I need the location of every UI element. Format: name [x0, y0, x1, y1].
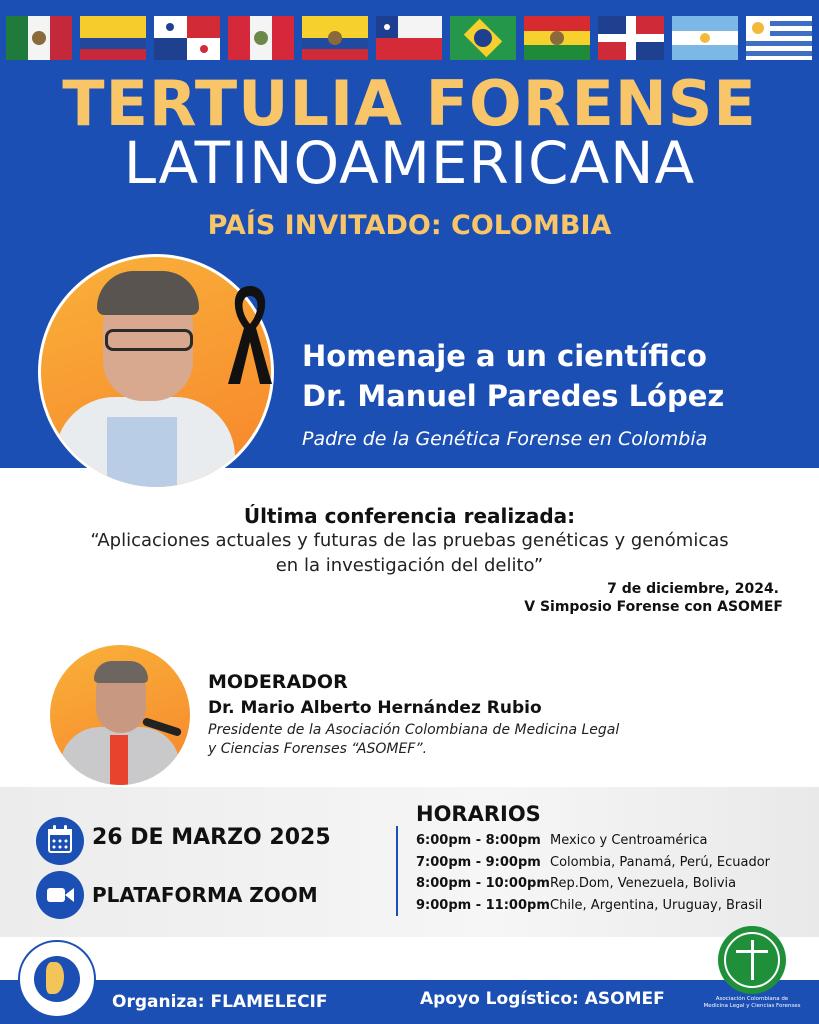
- flag-argentina-icon: [672, 16, 738, 60]
- schedule-time: 9:00pm - 11:00pm: [416, 897, 550, 913]
- last-conference-label: Última conferencia realizada:: [243, 504, 576, 528]
- flags-row: [6, 16, 814, 62]
- last-conference-title-line2: en la investigación del delito”: [275, 555, 544, 576]
- moderator-role-line1: Presidente de la Asociación Colombiana de Medicina Legal: [208, 722, 620, 738]
- schedule-row: [416, 895, 816, 917]
- flag-colombia-icon: [80, 16, 146, 60]
- tribute-heading: Homenaje a un científico: [302, 339, 707, 373]
- schedule-row: [416, 830, 816, 852]
- flag-mexico-icon: [6, 16, 72, 60]
- schedule-time: 7:00pm - 9:00pm: [416, 854, 541, 870]
- flag-peru-icon: [228, 16, 294, 60]
- asomef-logo-caption-line1: Asociación Colombiana de: [715, 996, 789, 1002]
- flag-bolivia-icon: [524, 16, 590, 60]
- flag-ecuador-icon: [302, 16, 368, 60]
- flag-uruguay-icon: [746, 16, 812, 60]
- schedule-places: Mexico y Centroamérica: [550, 833, 708, 848]
- tribute-name: Dr. Manuel Paredes López: [302, 379, 725, 413]
- schedule-places: Rep.Dom, Venezuela, Bolivia: [550, 876, 737, 891]
- schedule-places: Chile, Argentina, Uruguay, Brasil: [550, 897, 763, 913]
- asomef-logo-caption-line2: Medicina Legal y Ciencias Forenses: [703, 1003, 801, 1009]
- schedule-row: [416, 852, 816, 874]
- organizer-label: Organiza: FLAMELECIF: [112, 992, 328, 1012]
- last-conference-title-line1: “Aplicaciones actuales y futuras de las pruebas genéticas y genómicas: [90, 530, 729, 551]
- event-platform: PLATAFORMA ZOOM: [92, 883, 318, 907]
- flag-panama-icon: [154, 16, 220, 60]
- event-date: 26 DE MARZO 2025: [92, 825, 331, 850]
- asomef-logo-icon: [718, 926, 786, 994]
- support-label: Apoyo Logístico: ASOMEF: [420, 989, 665, 1009]
- flag-dominican-republic-icon: [598, 16, 664, 60]
- schedule-divider: [396, 826, 398, 916]
- last-conference-date: 7 de diciembre, 2024.: [607, 581, 779, 597]
- tribute-subtitle: Padre de la Genética Forense en Colombia: [302, 428, 708, 450]
- flag-chile-icon: [376, 16, 442, 60]
- flamelecif-logo-icon: [18, 940, 96, 1018]
- event-title-line1: TERTULIA FORENSE: [62, 67, 757, 140]
- schedule-time: 8:00pm - 10:00pm: [416, 876, 550, 891]
- event-title-line2: LATINOAMERICANA: [123, 129, 696, 197]
- schedule-places: Colombia, Panamá, Perú, Ecuador: [550, 854, 771, 870]
- moderator-role-line2: y Ciencias Forenses “ASOMEF”.: [208, 741, 428, 757]
- schedule-row: [416, 873, 816, 895]
- video-camera-icon: [36, 871, 84, 919]
- mourning-ribbon-icon: [222, 280, 278, 390]
- calendar-icon: [36, 817, 84, 865]
- schedule-list: [416, 830, 816, 916]
- schedule-title: HORARIOS: [416, 802, 541, 826]
- moderator-portrait: [50, 645, 190, 785]
- last-conference-event: V Simposio Forense con ASOMEF: [524, 599, 783, 615]
- moderator-label: MODERADOR: [208, 671, 348, 693]
- invited-country: PAÍS INVITADO: COLOMBIA: [207, 210, 612, 241]
- moderator-name: Dr. Mario Alberto Hernández Rubio: [208, 698, 542, 718]
- schedule-time: 6:00pm - 8:00pm: [416, 833, 541, 848]
- flag-brazil-icon: [450, 16, 516, 60]
